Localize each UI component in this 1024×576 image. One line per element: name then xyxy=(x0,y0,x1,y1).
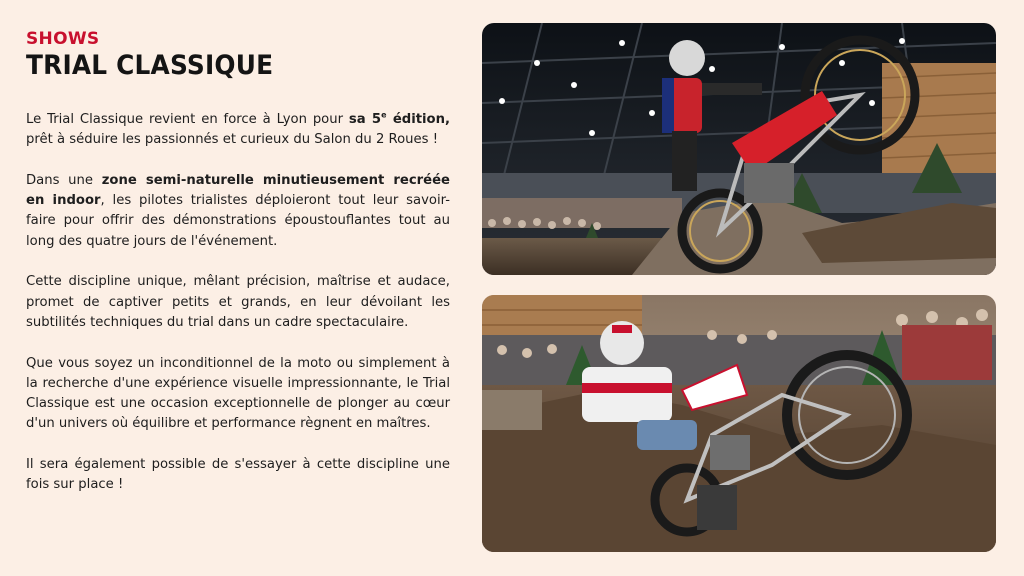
photo-rider-red-bike xyxy=(482,23,996,275)
paragraph-audience: Que vous soyez un inconditionnel de la moto ou simplement à la recherche d'une expérience visuelle impressionnante, le Trial Classique est une occasion exceptionnelle de plonger au cœur d'un univers où équilibre et performance règnent en maîtres. xyxy=(26,355,450,432)
paragraph-zone: Dans une zone semi-naturelle minutieusement recréée en indoor, les pilotes trialistes déploieront tout leur savoir-faire pour offrir des démonstrations époustouflantes tout au long des quatre jours de l'événement. xyxy=(26,172,450,249)
photo-rider-yamaha xyxy=(482,295,996,552)
photo-illustration xyxy=(482,23,996,275)
page-title: TRIAL CLASSIQUE xyxy=(26,50,274,81)
paragraph-intro: Le Trial Classique revient en force à Lyon pour sa 5e édition, prêt à séduire les passionnés et curieux du Salon du 2 Roues ! xyxy=(26,110,451,148)
paragraph-discipline: Cette discipline unique, mêlant précision, maîtrise et audace, promet de captiver petits et grands, en leur dévoilant les subtilités techniques du trial dans un cadre spectaculaire. xyxy=(26,274,450,330)
section-kicker: SHOWS xyxy=(26,29,100,49)
photo-illustration xyxy=(482,295,996,552)
article-body xyxy=(26,110,450,496)
paragraph-try: Il sera également possible de s'essayer à cette discipline une fois sur place ! xyxy=(26,457,450,493)
